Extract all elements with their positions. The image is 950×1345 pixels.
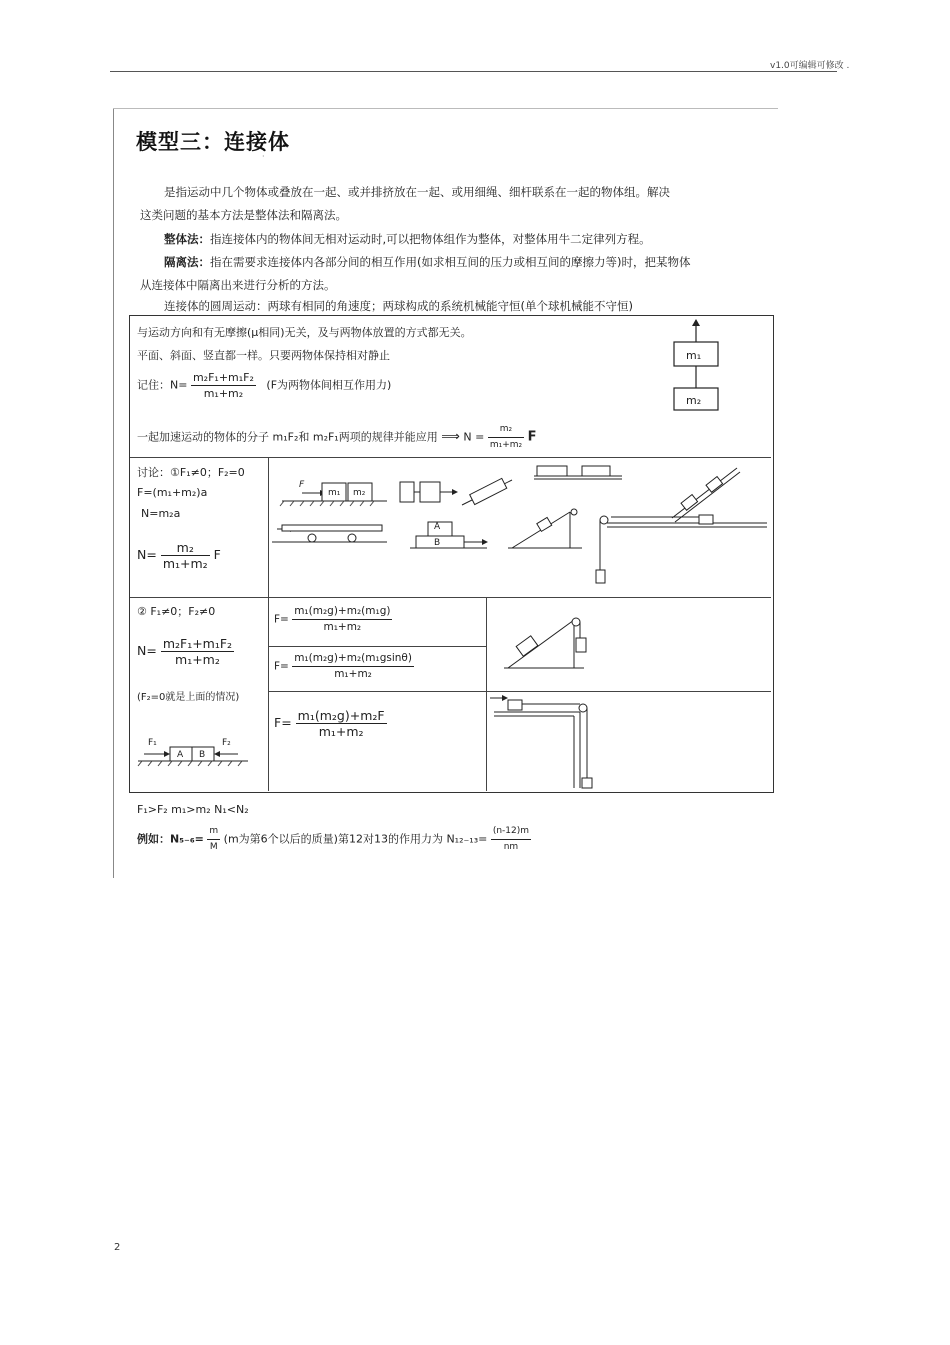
formula-2-prefix: F=: [274, 660, 289, 673]
whole-label: 整体法：: [164, 232, 210, 246]
iso-text-1: 指在需要求连接体内各部分间的相互作用(如求相互间的压力或相互间的摩擦力等)时，把某物体: [210, 255, 691, 269]
fig-f1-label: F₁: [148, 738, 157, 748]
intro-line-2: 这类问题的基本方法是整体法和隔离法。: [140, 208, 347, 222]
title-dot: ·: [262, 152, 265, 161]
block-m1-label: m₁: [686, 349, 702, 362]
header-rule: [110, 71, 837, 72]
formula-divider-1: [268, 646, 486, 647]
row2-divider: [268, 457, 269, 597]
box2-line-1: 讨论：①F₁≠0；F₂=0: [137, 466, 245, 479]
footer-inequality: F₁>F₂ m₁>m₂ N₁<N₂: [137, 803, 249, 816]
box3-formula: [137, 636, 234, 667]
row3-divider: [268, 597, 269, 791]
box2-formula-prefix: N=: [137, 547, 157, 562]
footer-num-2: (n-12)m: [491, 824, 531, 840]
formula-2: [274, 651, 414, 682]
footer-example-prefix: 例如：N₅₋₆=: [137, 832, 204, 846]
fig-m1-label: m₁: [328, 488, 341, 498]
box1-rule-num: m₂: [488, 422, 524, 438]
fig-force-label: F: [299, 480, 305, 490]
formula-3-prefix: F=: [274, 715, 292, 730]
header-dots: .: [846, 61, 850, 71]
circular-motion-note: 连接体的圆周运动：两球有相同的角速度；两球构成的系统机械能守恒(单个球机械能不守恒): [164, 299, 633, 313]
footer-num-1: m: [207, 824, 220, 840]
fig3-a-label: A: [177, 750, 184, 760]
box1-num: m₂F₁+m₁F₂: [192, 371, 254, 384]
formula-1-fraction: [292, 604, 392, 635]
box2-line-2: F=(m₁+m₂)a: [137, 486, 208, 499]
formula-3: [274, 708, 387, 739]
header-version: [770, 58, 849, 71]
box1-rule-text: 一起加速运动的物体的分子 m₁F₂和 m₂F₁两项的规律并能应用: [137, 430, 438, 444]
fig-f2-label: F₂: [222, 738, 231, 748]
iso-text-2: 从连接体中隔离出来进行分析的方法。: [140, 278, 336, 292]
formula-1-den: m₁+m₂: [323, 621, 362, 633]
fig3-b-label: B: [199, 750, 206, 760]
implies-arrow-icon: ⟹: [441, 429, 460, 445]
version-text: v1.0: [770, 61, 790, 71]
box1-rule-f: F: [527, 429, 537, 445]
box1-rule-den: m₁+m₂: [489, 440, 523, 450]
left-border: [113, 108, 114, 878]
box2-num: m₂: [161, 540, 210, 556]
top-border: [113, 108, 778, 109]
box2-fraction: [161, 540, 210, 571]
page-number: 2: [114, 1242, 121, 1253]
whole-method: [164, 232, 651, 247]
header-note: 可编辑可修改: [789, 61, 844, 71]
box1-rule: [137, 422, 537, 453]
formula-3-den: m₁+m₂: [318, 724, 364, 739]
box3-den: m₁+m₂: [175, 652, 220, 667]
iso-label: 隔离法：: [164, 255, 210, 269]
formula-1-num: m₁(m₂g)+m₂(m₁g): [292, 604, 392, 620]
formula-2-den: m₁+m₂: [334, 668, 372, 680]
box3-fraction: [161, 636, 234, 667]
formula-3-fraction: [296, 708, 387, 739]
box1-line-1: 与运动方向和有无摩擦(μ相同)无关，及与两物体放置的方式都无关。: [137, 326, 472, 339]
row2-bottom: [130, 597, 771, 598]
intro-line-1: 是指运动中几个物体或叠放在一起、或并排挤放在一起、或用细绳、细杆联系在一起的物体组。解决: [164, 185, 670, 199]
box3-formula-prefix: N=: [137, 643, 157, 658]
box1-fraction: [191, 370, 256, 401]
footer-fraction-2: [491, 824, 531, 855]
box2-formula-f: F: [213, 547, 221, 562]
footer-den-1: M: [209, 842, 218, 852]
footer-example-mid: (m为第6个以后的质量)第12对13的作用力为 N₁₂₋₁₃=: [223, 832, 488, 846]
box1-rule-n: N =: [463, 430, 485, 444]
fig-m2-label: m₂: [353, 488, 366, 498]
formula-1-prefix: F=: [274, 613, 289, 626]
box1-formula: [137, 370, 391, 401]
box1-den: m₁+m₂: [203, 387, 244, 400]
box2-line-3: N=m₂a: [141, 507, 181, 520]
isolation-method: [164, 255, 690, 270]
box3-line-1: ② F₁≠0；F₂≠0: [137, 605, 216, 618]
box1-line-2: 平面、斜面、竖直都一样。只要两物体保持相对静止: [137, 349, 390, 362]
fig-a-label: A: [434, 522, 441, 532]
formula-3-num: m₁(m₂g)+m₂F: [297, 708, 385, 723]
box3-note: (F₂=0就是上面的情况): [137, 692, 240, 703]
formula-1: [274, 604, 392, 635]
block-m2-label: m₂: [686, 394, 702, 407]
row3-figures: [488, 600, 778, 790]
whole-text: 指连接体内的物体间无相对运动时,可以把物体组作为整体，对整体用牛二定律列方程。: [210, 232, 651, 246]
box2-den: m₁+m₂: [162, 556, 208, 571]
box2-formula: [137, 540, 221, 571]
formula-2-fraction: [292, 651, 414, 682]
box1-rule-fraction: [488, 422, 524, 453]
footer-example: [137, 824, 531, 855]
formula-2-num: m₁(m₂g)+m₂(m₁gsinθ): [292, 651, 414, 667]
box1-formula-prefix: 记住：N=: [137, 378, 188, 392]
box3-num: m₂F₁+m₁F₂: [162, 636, 233, 651]
section-title: 模型三：连接体: [136, 130, 290, 154]
row2-figures: [272, 460, 772, 595]
footer-fraction-1: [207, 824, 220, 855]
fig-b-label: B: [434, 538, 441, 548]
row3-divider-2: [486, 597, 487, 791]
footer-den-2: nm: [503, 842, 519, 852]
box1-formula-note: (F为两物体间相互作用力): [266, 378, 392, 392]
